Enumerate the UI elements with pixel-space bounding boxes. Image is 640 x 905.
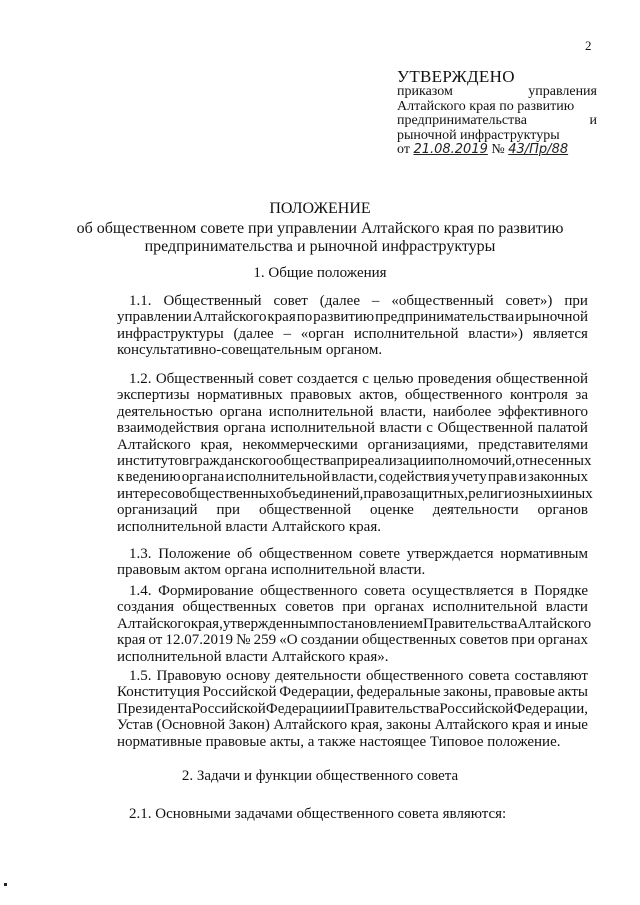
handwritten-number: 43/Пр/88 — [508, 142, 569, 157]
word: при — [216, 502, 241, 519]
para-line — [117, 632, 588, 648]
word: инфраструктуры — [117, 325, 224, 342]
word: законы — [386, 717, 431, 734]
word: Алтайского — [117, 615, 191, 632]
word: целью — [373, 371, 414, 387]
approval-line-1: приказом управления — [397, 84, 597, 99]
doc-title: ПОЛОЖЕНИЕ — [269, 200, 371, 217]
word: № — [236, 632, 251, 649]
word: «общественный — [391, 293, 494, 309]
word: общественных — [182, 599, 277, 616]
word: «О — [279, 632, 298, 649]
word: исполнительной — [353, 325, 459, 342]
word: осуществляется — [411, 583, 514, 599]
word: за — [575, 387, 588, 404]
word: совета — [364, 583, 406, 599]
word: общественного — [366, 668, 464, 684]
word: советов — [459, 632, 509, 649]
word: учету — [451, 469, 487, 486]
word: Общественной — [437, 420, 533, 437]
word: при — [564, 293, 588, 309]
word: общественного — [260, 583, 358, 599]
word: проведения — [417, 371, 492, 387]
word: совет — [273, 293, 308, 309]
para-line — [117, 615, 592, 632]
word: (далее — [233, 325, 274, 342]
word: 1.3. — [129, 546, 152, 562]
word: постановлением — [318, 615, 424, 632]
word: Алтайского — [434, 717, 509, 734]
section-2-heading: 2. Задачи и функции общественного совета — [181, 768, 459, 784]
word: предпринимательства — [375, 309, 515, 326]
paragraph-2-1 — [117, 806, 588, 822]
word: советов — [285, 599, 334, 616]
page-number: 2 — [585, 38, 592, 53]
word: об — [237, 546, 253, 562]
para-line — [117, 546, 588, 562]
word: в — [520, 583, 528, 599]
para-line — [117, 583, 588, 599]
word: основу — [226, 668, 271, 684]
para-line — [117, 387, 588, 403]
word: органа — [181, 469, 225, 486]
word: совета — [468, 668, 510, 684]
word: актов, — [359, 387, 398, 404]
word: исполнительной — [432, 599, 538, 616]
word: с — [362, 371, 369, 387]
word: общественном — [259, 546, 353, 562]
word: правовых — [290, 387, 352, 404]
word: «орган — [300, 325, 345, 342]
word: исполнительной — [225, 469, 331, 486]
word: общественных — [182, 485, 277, 502]
word: органах — [538, 632, 588, 649]
word: власти — [379, 420, 422, 437]
word: законных — [527, 469, 588, 486]
word: Конституция — [117, 684, 200, 701]
word: совете — [359, 546, 401, 562]
approval-line-2: Алтайского края по развитию — [397, 98, 575, 114]
word: Положение — [158, 546, 231, 562]
para-line — [117, 502, 588, 518]
word: эффективного — [498, 403, 588, 420]
word: религиозных — [468, 485, 552, 502]
word: контроля — [509, 387, 568, 404]
word: Алтайского — [117, 436, 191, 453]
handwritten-date: 21.08.2019 — [413, 142, 488, 157]
word: полномочий, — [433, 453, 516, 470]
word: 259 — [253, 632, 277, 649]
word: при — [336, 453, 361, 470]
approval-line-4: рыночной инфраструктуры — [397, 127, 560, 143]
word: 1.2. — [129, 371, 152, 387]
word: представителями — [478, 436, 588, 453]
word: края, — [190, 615, 223, 632]
word: органах — [374, 599, 425, 616]
word: создании — [300, 632, 359, 649]
scan-mark — [4, 883, 7, 886]
approval-heading: УТВЕРЖДЕНО — [397, 67, 515, 86]
word: и — [518, 469, 527, 486]
word: органа — [219, 403, 263, 420]
word: Общественный — [155, 371, 254, 387]
word: совет — [258, 371, 293, 387]
word: Алтайского — [517, 615, 592, 632]
word: реализации — [360, 453, 434, 470]
word: (Основной — [156, 717, 226, 734]
paragraph-1-4 — [117, 583, 592, 665]
word: 1.5. — [129, 668, 152, 684]
word: Формирование — [158, 583, 254, 599]
word: 1.1. — [129, 293, 152, 309]
section-1-heading: 1. Общие положения — [253, 265, 387, 281]
word: Устав — [117, 717, 153, 734]
para-line: 2.1. Основными задачами общественного совета являются: — [129, 806, 507, 822]
word: иных — [559, 485, 593, 502]
word: является — [532, 325, 588, 342]
word: содействия — [378, 469, 450, 486]
word: Правительства — [423, 615, 518, 632]
paragraph-1-3 — [117, 546, 588, 579]
word: прав — [487, 469, 518, 486]
word: отнесенных — [515, 453, 592, 470]
approval-date-line: от 21.08.2019 № 43/Пр/88 — [397, 142, 569, 157]
word: Федерации, — [513, 700, 588, 717]
para-line — [117, 453, 592, 470]
word: и — [543, 717, 552, 734]
word: Закон) — [228, 717, 270, 734]
word: Порядке — [534, 583, 588, 599]
para-line: правовым актом органа исполнительной власти. — [117, 562, 426, 579]
word: с — [426, 420, 433, 437]
para-line — [117, 420, 588, 436]
word: общественной — [495, 371, 588, 387]
word: Правительства — [344, 700, 440, 717]
para-line: исполнительной власти Алтайского края». — [117, 648, 389, 665]
word: управлении — [117, 309, 192, 326]
word: иные — [555, 717, 588, 734]
word: края, — [200, 436, 233, 453]
word: при — [511, 632, 535, 649]
word: общественных — [362, 632, 457, 649]
word: края — [117, 632, 146, 649]
word: Алтайского — [192, 309, 267, 326]
para-line — [117, 701, 588, 717]
para-line — [117, 717, 588, 733]
word: создания — [117, 599, 175, 616]
word: Общественный — [163, 293, 262, 309]
word: взаимодействия — [117, 420, 219, 437]
word: деятельности — [432, 502, 519, 519]
word: 1.4. — [129, 583, 152, 599]
word: к — [117, 469, 125, 486]
word: края — [267, 309, 296, 326]
word: деятельностью — [117, 403, 213, 420]
word: власти, — [331, 469, 378, 486]
word: общественной — [258, 502, 352, 519]
para-line — [117, 684, 588, 700]
word: Алтайского — [273, 717, 348, 734]
word: общества — [276, 453, 337, 470]
para-line — [117, 668, 588, 684]
word: и — [515, 309, 524, 326]
word: рыночной — [524, 309, 588, 326]
para-line — [117, 293, 588, 309]
doc-subtitle-1: об общественном совете при управлении Алтайского края по развитию — [76, 220, 564, 237]
word: совет») — [505, 293, 553, 309]
word: (далее — [319, 293, 360, 309]
word: органов — [537, 502, 588, 519]
word: оценке — [370, 502, 414, 519]
paragraph-1-2 — [117, 371, 593, 535]
word: исполнительной — [268, 403, 374, 420]
paragraph-1-1 — [117, 293, 588, 359]
word: – — [283, 325, 291, 342]
word: органа — [223, 420, 266, 437]
word: деятельности — [275, 668, 362, 684]
word: общественного — [405, 387, 503, 404]
word: Правовую — [156, 668, 222, 684]
word: исполнительной — [270, 420, 375, 437]
word: Российской — [202, 684, 277, 701]
word: Российской — [439, 700, 514, 717]
word: – — [371, 293, 380, 309]
word: правозащитных, — [363, 485, 469, 502]
word: и — [551, 485, 560, 502]
paragraph-1-5 — [117, 668, 588, 750]
word: правовые — [494, 684, 555, 701]
word: составляют — [514, 668, 588, 684]
doc-subtitle-2: предпринимательства и рыночной инфраструктуры — [144, 238, 496, 255]
word: Президента — [117, 700, 192, 717]
word: власти») — [468, 325, 524, 342]
word: организациями, — [367, 436, 469, 453]
word: экспертизы — [117, 387, 190, 404]
word: края — [511, 717, 541, 734]
word: институтов — [117, 453, 190, 470]
word: ведению — [125, 469, 181, 486]
word: 12.07.2019 — [165, 632, 233, 649]
para-line: исполнительной власти Алтайского края. — [117, 518, 381, 535]
para-line — [117, 469, 588, 485]
word: от — [148, 632, 163, 649]
para-line — [117, 404, 588, 420]
para-line: консультативно-совещательным органом. — [117, 342, 383, 359]
word: наиболее — [432, 403, 492, 420]
word: интересов — [117, 485, 183, 502]
approval-line-3: предпринимательства и — [397, 113, 597, 128]
word: нормативных — [197, 387, 283, 404]
word: власти — [545, 599, 588, 616]
word: объединений, — [276, 485, 364, 502]
word: некоммерческими — [242, 436, 358, 453]
word: акты — [557, 684, 588, 701]
word: развитию — [313, 309, 375, 326]
word: создается — [296, 371, 358, 387]
word: при — [342, 599, 366, 616]
para-line — [117, 326, 588, 342]
word: утверждается — [406, 546, 494, 562]
para-line — [117, 371, 588, 387]
para-line — [117, 599, 588, 615]
para-line: нормативные правовые акты, а также настоящее Типовое положение. — [117, 733, 561, 750]
word: гражданского — [189, 453, 277, 470]
word: утвержденным — [222, 615, 319, 632]
word: Федерации — [265, 700, 337, 717]
word: палатой — [537, 420, 588, 437]
word: организаций — [117, 502, 198, 519]
approval-block — [397, 68, 597, 158]
word: и — [336, 700, 345, 717]
word: федеральные — [356, 684, 441, 701]
para-line — [117, 437, 588, 453]
para-line — [117, 485, 593, 502]
word: власти, — [380, 403, 427, 420]
word: по — [296, 309, 313, 326]
para-line — [117, 309, 588, 325]
word: края, — [350, 717, 383, 734]
word: Федерации, — [279, 684, 354, 701]
word: нормативным — [500, 546, 588, 562]
word: Российской — [191, 700, 266, 717]
word: законы, — [443, 684, 492, 701]
